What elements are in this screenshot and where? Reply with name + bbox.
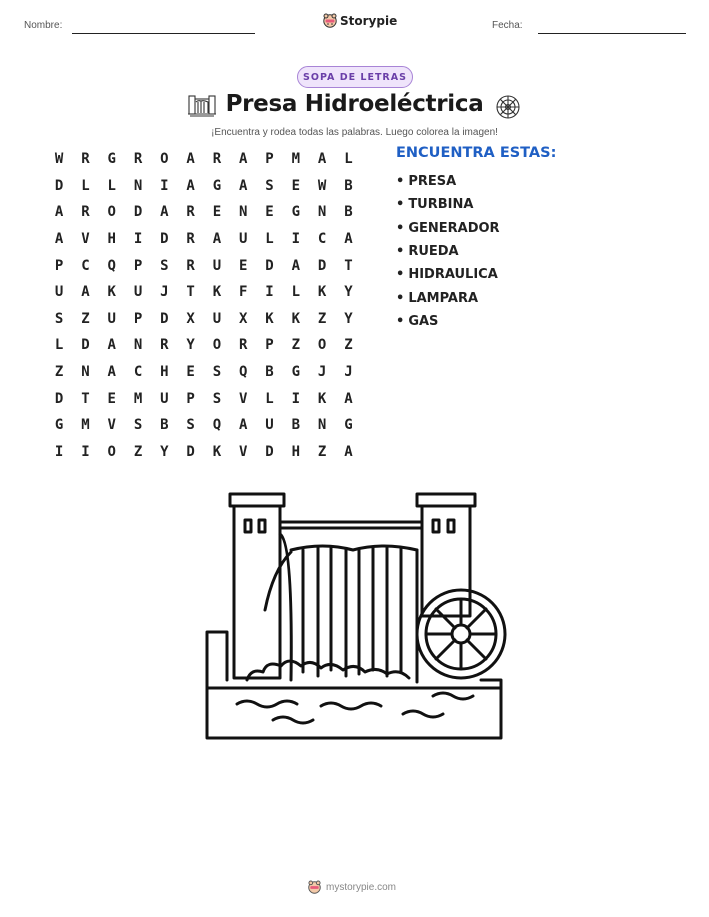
grid-letter[interactable]: O (212, 337, 222, 354)
grid-letter[interactable]: I (54, 443, 64, 460)
grid-letter[interactable]: G (291, 364, 301, 381)
grid-letter[interactable]: A (344, 231, 353, 248)
word-text: GENERADOR (408, 220, 500, 236)
grid-letter[interactable]: V (107, 417, 116, 434)
grid-letter[interactable]: B (291, 417, 301, 434)
word-list-item (396, 217, 500, 240)
grid-letter[interactable]: M (81, 417, 90, 434)
grid-letter[interactable]: I (265, 284, 274, 301)
grid-letter[interactable]: D (160, 310, 169, 327)
grid-letter[interactable]: D (81, 337, 90, 354)
grid-letter[interactable]: M (133, 390, 143, 407)
word-list-item (396, 263, 500, 286)
grid-letter[interactable]: A (344, 390, 353, 407)
grid-letter[interactable]: S (212, 364, 222, 381)
grid-letter[interactable]: L (265, 231, 274, 248)
grid-letter[interactable]: Z (317, 310, 327, 327)
grid-letter[interactable]: B (160, 417, 169, 434)
footer (308, 880, 396, 895)
grid-row (46, 279, 362, 306)
grid-letter[interactable]: Q (212, 417, 222, 434)
grid-letter[interactable]: D (265, 443, 274, 460)
grid-letter[interactable]: N (317, 417, 327, 434)
grid-letter[interactable]: A (239, 151, 248, 168)
storypie-logo-icon (308, 880, 321, 895)
grid-row (46, 439, 362, 466)
grid-letter[interactable]: S (133, 417, 143, 434)
grid-letter[interactable]: K (265, 310, 274, 327)
grid-letter[interactable]: P (265, 337, 274, 354)
grid-letter[interactable]: A (107, 364, 116, 381)
grid-letter[interactable]: S (54, 310, 64, 327)
grid-letter[interactable]: A (107, 337, 116, 354)
grid-row (46, 252, 362, 279)
grid-letter[interactable]: Q (239, 364, 248, 381)
grid-letter[interactable]: W (54, 151, 64, 168)
grid-letter[interactable]: Z (54, 364, 64, 381)
grid-letter[interactable]: U (160, 390, 169, 407)
grid-letter[interactable]: O (317, 337, 327, 354)
word-text: HIDRAULICA (408, 267, 498, 283)
grid-letter[interactable]: U (212, 257, 222, 274)
word-list-item (396, 286, 500, 309)
grid-letter[interactable]: R (239, 337, 248, 354)
grid-letter[interactable]: J (317, 364, 327, 381)
grid-letter[interactable]: K (212, 443, 222, 460)
grid-letter[interactable]: U (107, 310, 116, 327)
grid-letter[interactable]: G (54, 417, 64, 434)
grid-letter[interactable]: V (81, 231, 90, 248)
grid-row (46, 199, 362, 226)
grid-letter[interactable]: Z (81, 310, 90, 327)
grid-letter[interactable]: U (54, 284, 64, 301)
grid-letter[interactable]: T (81, 390, 90, 407)
grid-letter[interactable]: D (265, 257, 274, 274)
grid-letter[interactable]: A (186, 177, 195, 194)
grid-letter[interactable]: C (317, 231, 327, 248)
grid-letter[interactable]: O (107, 443, 116, 460)
water-wheel-icon (494, 93, 522, 121)
grid-letter[interactable]: F (239, 284, 248, 301)
grid-letter[interactable]: Z (291, 337, 301, 354)
grid-letter[interactable]: N (317, 204, 327, 221)
date-label: Fecha: (492, 20, 523, 31)
grid-letter[interactable]: A (317, 151, 327, 168)
grid-letter[interactable]: R (212, 151, 222, 168)
word-list-item (396, 310, 500, 333)
grid-letter[interactable]: O (107, 204, 116, 221)
grid-letter[interactable]: N (239, 204, 248, 221)
grid-letter[interactable]: J (344, 364, 353, 381)
grid-letter[interactable]: I (133, 231, 143, 248)
grid-letter[interactable]: D (133, 204, 143, 221)
grid-letter[interactable]: U (265, 417, 274, 434)
grid-letter[interactable]: R (186, 231, 195, 248)
bullet: • (396, 244, 405, 260)
grid-letter[interactable]: L (81, 177, 90, 194)
grid-letter[interactable]: G (291, 204, 301, 221)
bullet: • (396, 267, 405, 283)
grid-letter[interactable]: R (133, 151, 143, 168)
grid-letter[interactable]: I (160, 177, 169, 194)
storypie-logo-icon (323, 13, 337, 29)
grid-letter[interactable]: A (54, 204, 64, 221)
grid-letter[interactable]: C (133, 364, 143, 381)
grid-letter[interactable]: R (160, 337, 169, 354)
grid-letter[interactable]: P (186, 390, 195, 407)
grid-letter[interactable]: V (239, 390, 248, 407)
grid-letter[interactable]: Z (344, 337, 353, 354)
grid-letter[interactable]: L (291, 284, 301, 301)
grid-letter[interactable]: Y (186, 337, 195, 354)
grid-letter[interactable]: B (344, 204, 353, 221)
word-text: LAMPARA (408, 290, 479, 306)
grid-letter[interactable]: X (186, 310, 195, 327)
grid-letter[interactable]: G (107, 151, 116, 168)
name-line[interactable] (72, 33, 255, 34)
grid-letter[interactable]: K (107, 284, 116, 301)
grid-letter[interactable]: T (344, 257, 353, 274)
brand-name: Storypie (340, 14, 398, 28)
grid-letter[interactable]: A (239, 417, 248, 434)
grid-letter[interactable]: S (186, 417, 195, 434)
grid-row (46, 173, 362, 200)
grid-letter[interactable]: X (239, 310, 248, 327)
grid-row (46, 146, 362, 173)
grid-letter[interactable]: D (54, 177, 64, 194)
hydroelectric-dam-illustration (203, 490, 507, 744)
grid-letter[interactable]: S (160, 257, 169, 274)
grid-letter[interactable]: G (212, 177, 222, 194)
grid-letter[interactable]: R (186, 204, 195, 221)
grid-letter[interactable]: R (81, 151, 90, 168)
grid-letter[interactable]: L (265, 390, 274, 407)
grid-letter[interactable]: A (81, 284, 90, 301)
grid-letter[interactable]: Q (107, 257, 116, 274)
grid-row (46, 359, 362, 386)
word-list-item (396, 170, 500, 193)
word-text: GAS (408, 313, 439, 329)
grid-letter[interactable]: D (186, 443, 195, 460)
grid-letter[interactable]: P (54, 257, 64, 274)
grid-letter[interactable]: V (239, 443, 248, 460)
grid-letter[interactable]: I (291, 390, 301, 407)
grid-letter[interactable]: E (239, 257, 248, 274)
word-text: RUEDA (408, 244, 459, 260)
grid-letter[interactable]: Z (133, 443, 143, 460)
grid-letter[interactable]: N (133, 337, 143, 354)
grid-letter[interactable]: H (107, 231, 116, 248)
grid-letter[interactable]: U (239, 231, 248, 248)
grid-letter[interactable]: N (81, 364, 90, 381)
grid-letter[interactable]: E (186, 364, 195, 381)
grid-letter[interactable]: R (186, 257, 195, 274)
grid-letter[interactable]: C (81, 257, 90, 274)
grid-letter[interactable]: Y (344, 310, 353, 327)
brand (323, 13, 397, 29)
grid-letter[interactable]: W (317, 177, 327, 194)
grid-letter[interactable]: A (291, 257, 301, 274)
footer-url[interactable]: mystorypie.com (326, 882, 397, 893)
grid-letter[interactable]: E (107, 390, 116, 407)
word-list-title: ENCUENTRA ESTAS: (396, 145, 557, 161)
word-text: PRESA (408, 174, 457, 190)
grid-letter[interactable]: O (160, 151, 169, 168)
word-list (396, 170, 500, 333)
grid-letter[interactable]: D (317, 257, 327, 274)
grid-letter[interactable]: L (107, 177, 116, 194)
grid-letter[interactable]: A (186, 151, 195, 168)
grid-letter[interactable]: E (265, 204, 274, 221)
word-search-grid[interactable] (46, 146, 362, 465)
grid-letter[interactable]: E (212, 204, 222, 221)
grid-letter[interactable]: Y (344, 284, 353, 301)
grid-letter[interactable]: K (291, 310, 301, 327)
grid-letter[interactable]: A (160, 204, 169, 221)
grid-letter[interactable]: Z (317, 443, 327, 460)
grid-letter[interactable]: R (81, 204, 90, 221)
grid-row (46, 226, 362, 253)
grid-letter[interactable]: D (54, 390, 64, 407)
instructions: ¡Encuentra y rodea todas las palabras. Luego colorea la imagen! (211, 127, 498, 138)
grid-letter[interactable]: P (265, 151, 274, 168)
bullet: • (396, 313, 405, 329)
grid-row (46, 385, 362, 412)
grid-row (46, 412, 362, 439)
activity-badge: SOPA DE LETRAS (297, 66, 413, 88)
grid-letter[interactable]: A (239, 177, 248, 194)
grid-row (46, 332, 362, 359)
grid-letter[interactable]: T (186, 284, 195, 301)
grid-letter[interactable]: H (291, 443, 301, 460)
grid-letter[interactable]: L (344, 151, 353, 168)
grid-letter[interactable]: P (133, 310, 143, 327)
grid-letter[interactable]: D (160, 231, 169, 248)
bullet: • (396, 174, 405, 190)
date-line[interactable] (538, 33, 686, 34)
grid-letter[interactable]: B (344, 177, 353, 194)
grid-letter[interactable]: K (317, 284, 327, 301)
grid-letter[interactable]: A (212, 231, 222, 248)
word-list-item (396, 193, 500, 216)
page-title: Presa Hidroeléctrica (225, 91, 484, 117)
grid-letter[interactable]: S (212, 390, 222, 407)
grid-letter[interactable]: U (212, 310, 222, 327)
grid-letter[interactable]: B (265, 364, 274, 381)
grid-letter[interactable]: K (317, 390, 327, 407)
bullet: • (396, 220, 405, 236)
grid-letter[interactable]: A (54, 231, 64, 248)
grid-row (46, 306, 362, 333)
grid-letter[interactable]: H (160, 364, 169, 381)
grid-letter[interactable]: G (344, 417, 353, 434)
grid-letter[interactable]: A (344, 443, 353, 460)
bullet: • (396, 197, 405, 213)
word-text: TURBINA (408, 197, 474, 213)
grid-letter[interactable]: Y (160, 443, 169, 460)
grid-letter[interactable]: I (291, 231, 301, 248)
grid-letter[interactable]: N (133, 177, 143, 194)
grid-letter[interactable]: L (54, 337, 64, 354)
grid-letter[interactable]: U (133, 284, 143, 301)
bullet: • (396, 290, 405, 306)
word-list-item (396, 240, 500, 263)
grid-letter[interactable]: E (291, 177, 301, 194)
grid-letter[interactable]: P (133, 257, 143, 274)
grid-letter[interactable]: I (81, 443, 90, 460)
grid-letter[interactable]: M (291, 151, 301, 168)
grid-letter[interactable]: K (212, 284, 222, 301)
grid-letter[interactable]: J (160, 284, 169, 301)
name-label: Nombre: (24, 20, 63, 31)
grid-letter[interactable]: S (265, 177, 274, 194)
